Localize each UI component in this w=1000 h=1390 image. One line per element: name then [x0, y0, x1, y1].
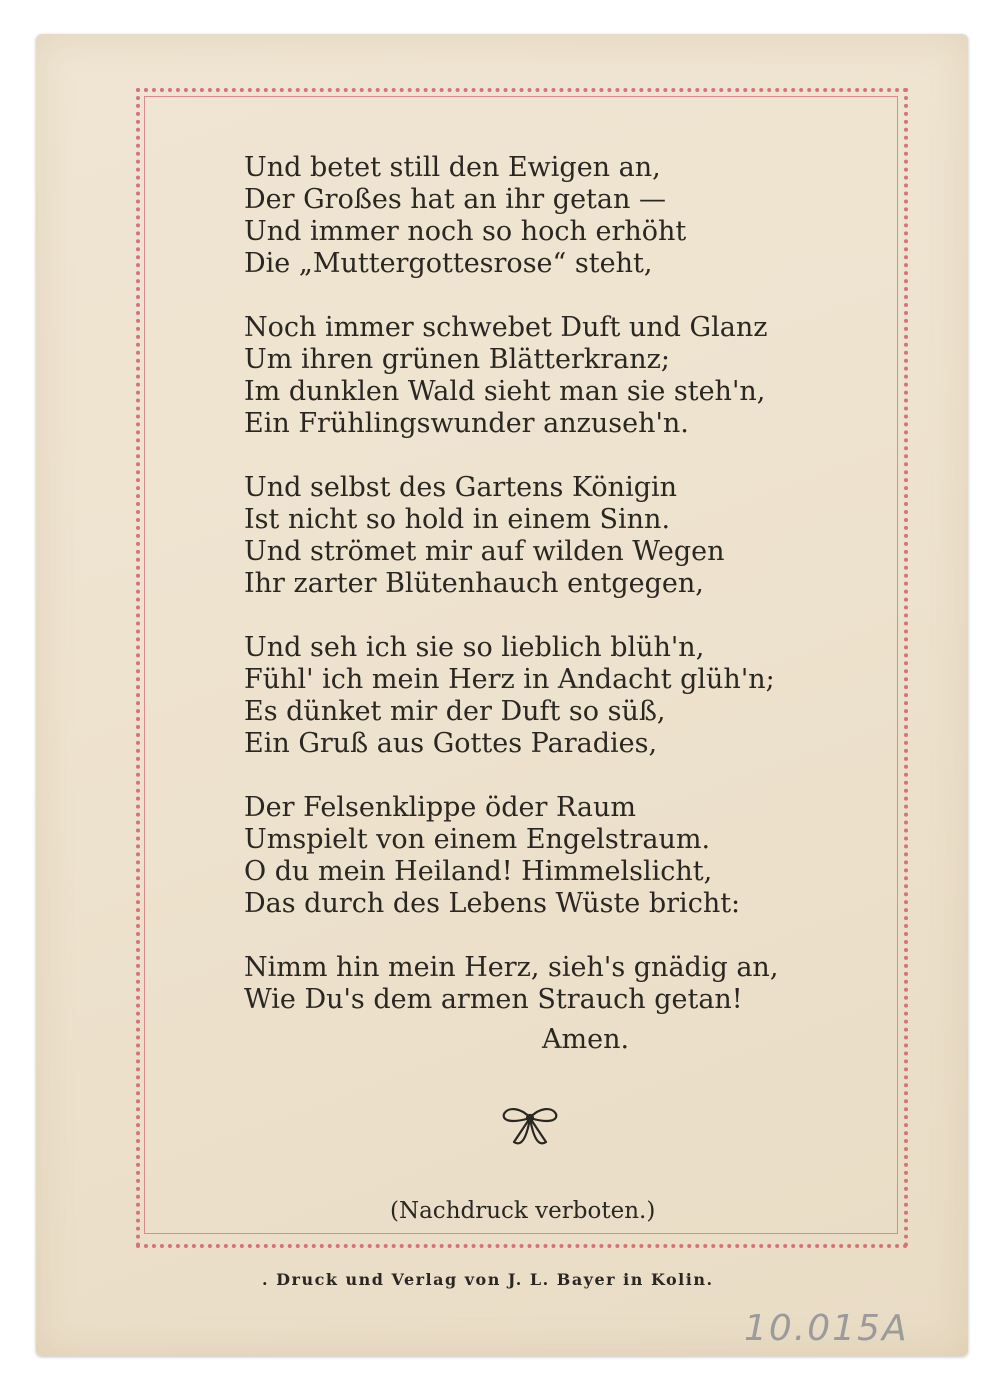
poem-line: O du mein Heiland! Himmelslicht, — [244, 856, 713, 887]
poem-line: Der Felsenklippe öder Raum — [244, 792, 637, 823]
bow-ornament-icon — [500, 1104, 560, 1148]
poem-line: Die „Muttergottesrose“ steht, — [244, 248, 653, 279]
poem-line: Ein Frühlingswunder anzuseh'n. — [244, 408, 689, 439]
stanza — [244, 312, 864, 440]
poem-text — [244, 152, 864, 1048]
poem-line: Fühl' ich mein Herz in Andacht glüh'n; — [244, 664, 775, 695]
poem-line: Und selbst des Gartens Königin — [244, 472, 678, 503]
stanza — [244, 152, 864, 280]
poem-line: Ihr zarter Blütenhauch entgegen, — [244, 568, 704, 599]
poem-line: Umspielt von einem Engelstraum. — [244, 824, 711, 855]
poem-line: Im dunklen Wald sieht man sie steh'n, — [244, 376, 766, 407]
poem-line: Wie Du's dem armen Strauch getan! — [244, 984, 743, 1015]
poem-line: Noch immer schwebet Duft und Glanz — [244, 312, 768, 343]
publisher-imprint: . Druck und Verlag von J. L. Bayer in Kolin. — [262, 1270, 714, 1289]
poem-line: Das durch des Lebens Wüste bricht: — [244, 888, 741, 919]
stanza — [244, 792, 864, 920]
stanza — [244, 472, 864, 600]
reprint-notice: (Nachdruck verboten.) — [390, 1198, 656, 1224]
poem-line: Und seh ich sie so lieblich blüh'n, — [244, 632, 705, 663]
poem-line: Ein Gruß aus Gottes Paradies, — [244, 728, 658, 759]
stanza — [244, 952, 864, 1016]
stanza — [244, 632, 864, 760]
poem-line: Es dünket mir der Duft so süß, — [244, 696, 666, 727]
poem-line: Ist nicht so hold in einem Sinn. — [244, 504, 671, 535]
poem-line: Und immer noch so hoch erhöht — [244, 216, 687, 247]
poem-line: Und betet still den Ewigen an, — [244, 152, 661, 183]
poem-line: Der Großes hat an ihr getan — — [244, 184, 666, 215]
closing-amen: Amen. — [542, 1024, 630, 1055]
poem-line: Nimm hin mein Herz, sieh's gnädig an, — [244, 952, 779, 983]
handwritten-inventory-number: 10.015A — [744, 1308, 909, 1349]
poem-line: Um ihren grünen Blätterkranz; — [244, 344, 670, 375]
poem-line: Und strömet mir auf wilden Wegen — [244, 536, 725, 567]
